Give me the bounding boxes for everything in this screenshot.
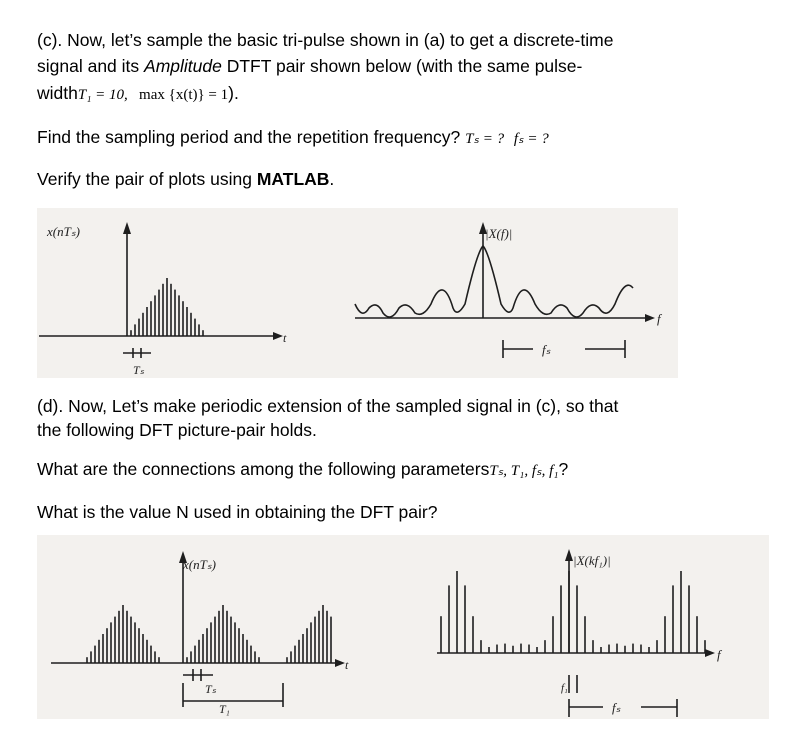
part-c-line-1: (c). Now, let’s sample the basic tri-pulse shown in (a) to get a discrete-time: [37, 30, 614, 50]
periodic-sample-stems: [87, 605, 331, 663]
connections-question-end: ?: [558, 459, 569, 479]
figure-c-scan: [37, 208, 678, 378]
connections-question: What are the connections among the following parameters: [37, 459, 490, 479]
part-d-line-2: the following DFT picture-pair holds.: [37, 420, 317, 440]
fs-unknown: fₛ = ?: [513, 131, 549, 147]
verify-text: Verify the pair of plots using: [37, 169, 257, 189]
part-c-question: [37, 125, 549, 151]
figure-d-scan: [37, 535, 769, 719]
spectrum-curve: [355, 246, 633, 317]
max-equation: max {x(t)} = 1: [139, 87, 229, 103]
left-signal-label-d: x(nTₛ): [183, 557, 217, 572]
left-y-arrow: [123, 222, 131, 234]
right-spectrum-label-d: |X(kf₁)|: [573, 553, 611, 568]
sample-stems: [131, 278, 203, 336]
right-spectrum-label: |X(f)|: [485, 226, 513, 241]
sampling-question: Find the sampling period and the repetition frequency?: [37, 127, 461, 147]
part-d-question-2: What is the value N used in obtaining the DFT pair?: [37, 502, 438, 522]
left-x-arrow-d: [335, 659, 345, 667]
f-axis-label: f: [657, 311, 661, 326]
amplitude-emphasis: Amplitude: [144, 56, 222, 76]
t-axis-label: t: [283, 331, 287, 345]
left-x-arrow: [273, 332, 283, 340]
verify-line: [37, 167, 334, 191]
verify-end: .: [329, 169, 335, 189]
parameter-list: Tₛ, T₁, fₛ, f₁: [489, 463, 559, 479]
part-c-line-2-post: DTFT pair shown below (with the same pulse-: [221, 56, 583, 76]
right-x-arrow-d: [705, 649, 715, 657]
right-y-arrow-d: [565, 549, 573, 561]
f-axis-label-d: f: [717, 647, 721, 662]
fs-label: fₛ: [542, 342, 551, 357]
t-axis-label-d: t: [345, 658, 349, 672]
f1-label: f₁: [561, 682, 568, 694]
dft-samples: [441, 571, 705, 653]
ts-label-d: Tₛ: [205, 682, 217, 696]
part-c-line-3: [37, 81, 239, 107]
ts-unknown: Tₛ = ?: [465, 131, 505, 147]
part-c-line-3-text: width: [37, 83, 78, 103]
matlab-bold: MATLAB: [256, 169, 330, 189]
part-c-line-2: [37, 54, 582, 78]
figure-c-plot: [37, 208, 678, 378]
ts-label: Tₛ: [133, 363, 145, 377]
part-d-question-1: [37, 457, 568, 483]
t1-label: T₁: [219, 702, 230, 716]
width-equation: T₁ = 10, max {x(t)} = 1: [77, 87, 229, 103]
right-x-arrow: [645, 314, 655, 322]
part-c-line-2-pre: signal and its: [37, 56, 145, 76]
fs-label-d: fₛ: [612, 700, 621, 715]
figure-d-plot: [37, 535, 769, 719]
part-c-line-3-end: ).: [228, 83, 239, 103]
left-signal-label: x(nTₛ): [47, 224, 81, 239]
part-d-line-1: (d). Now, Let’s make periodic extension of the sampled signal in (c), so that: [37, 396, 619, 416]
